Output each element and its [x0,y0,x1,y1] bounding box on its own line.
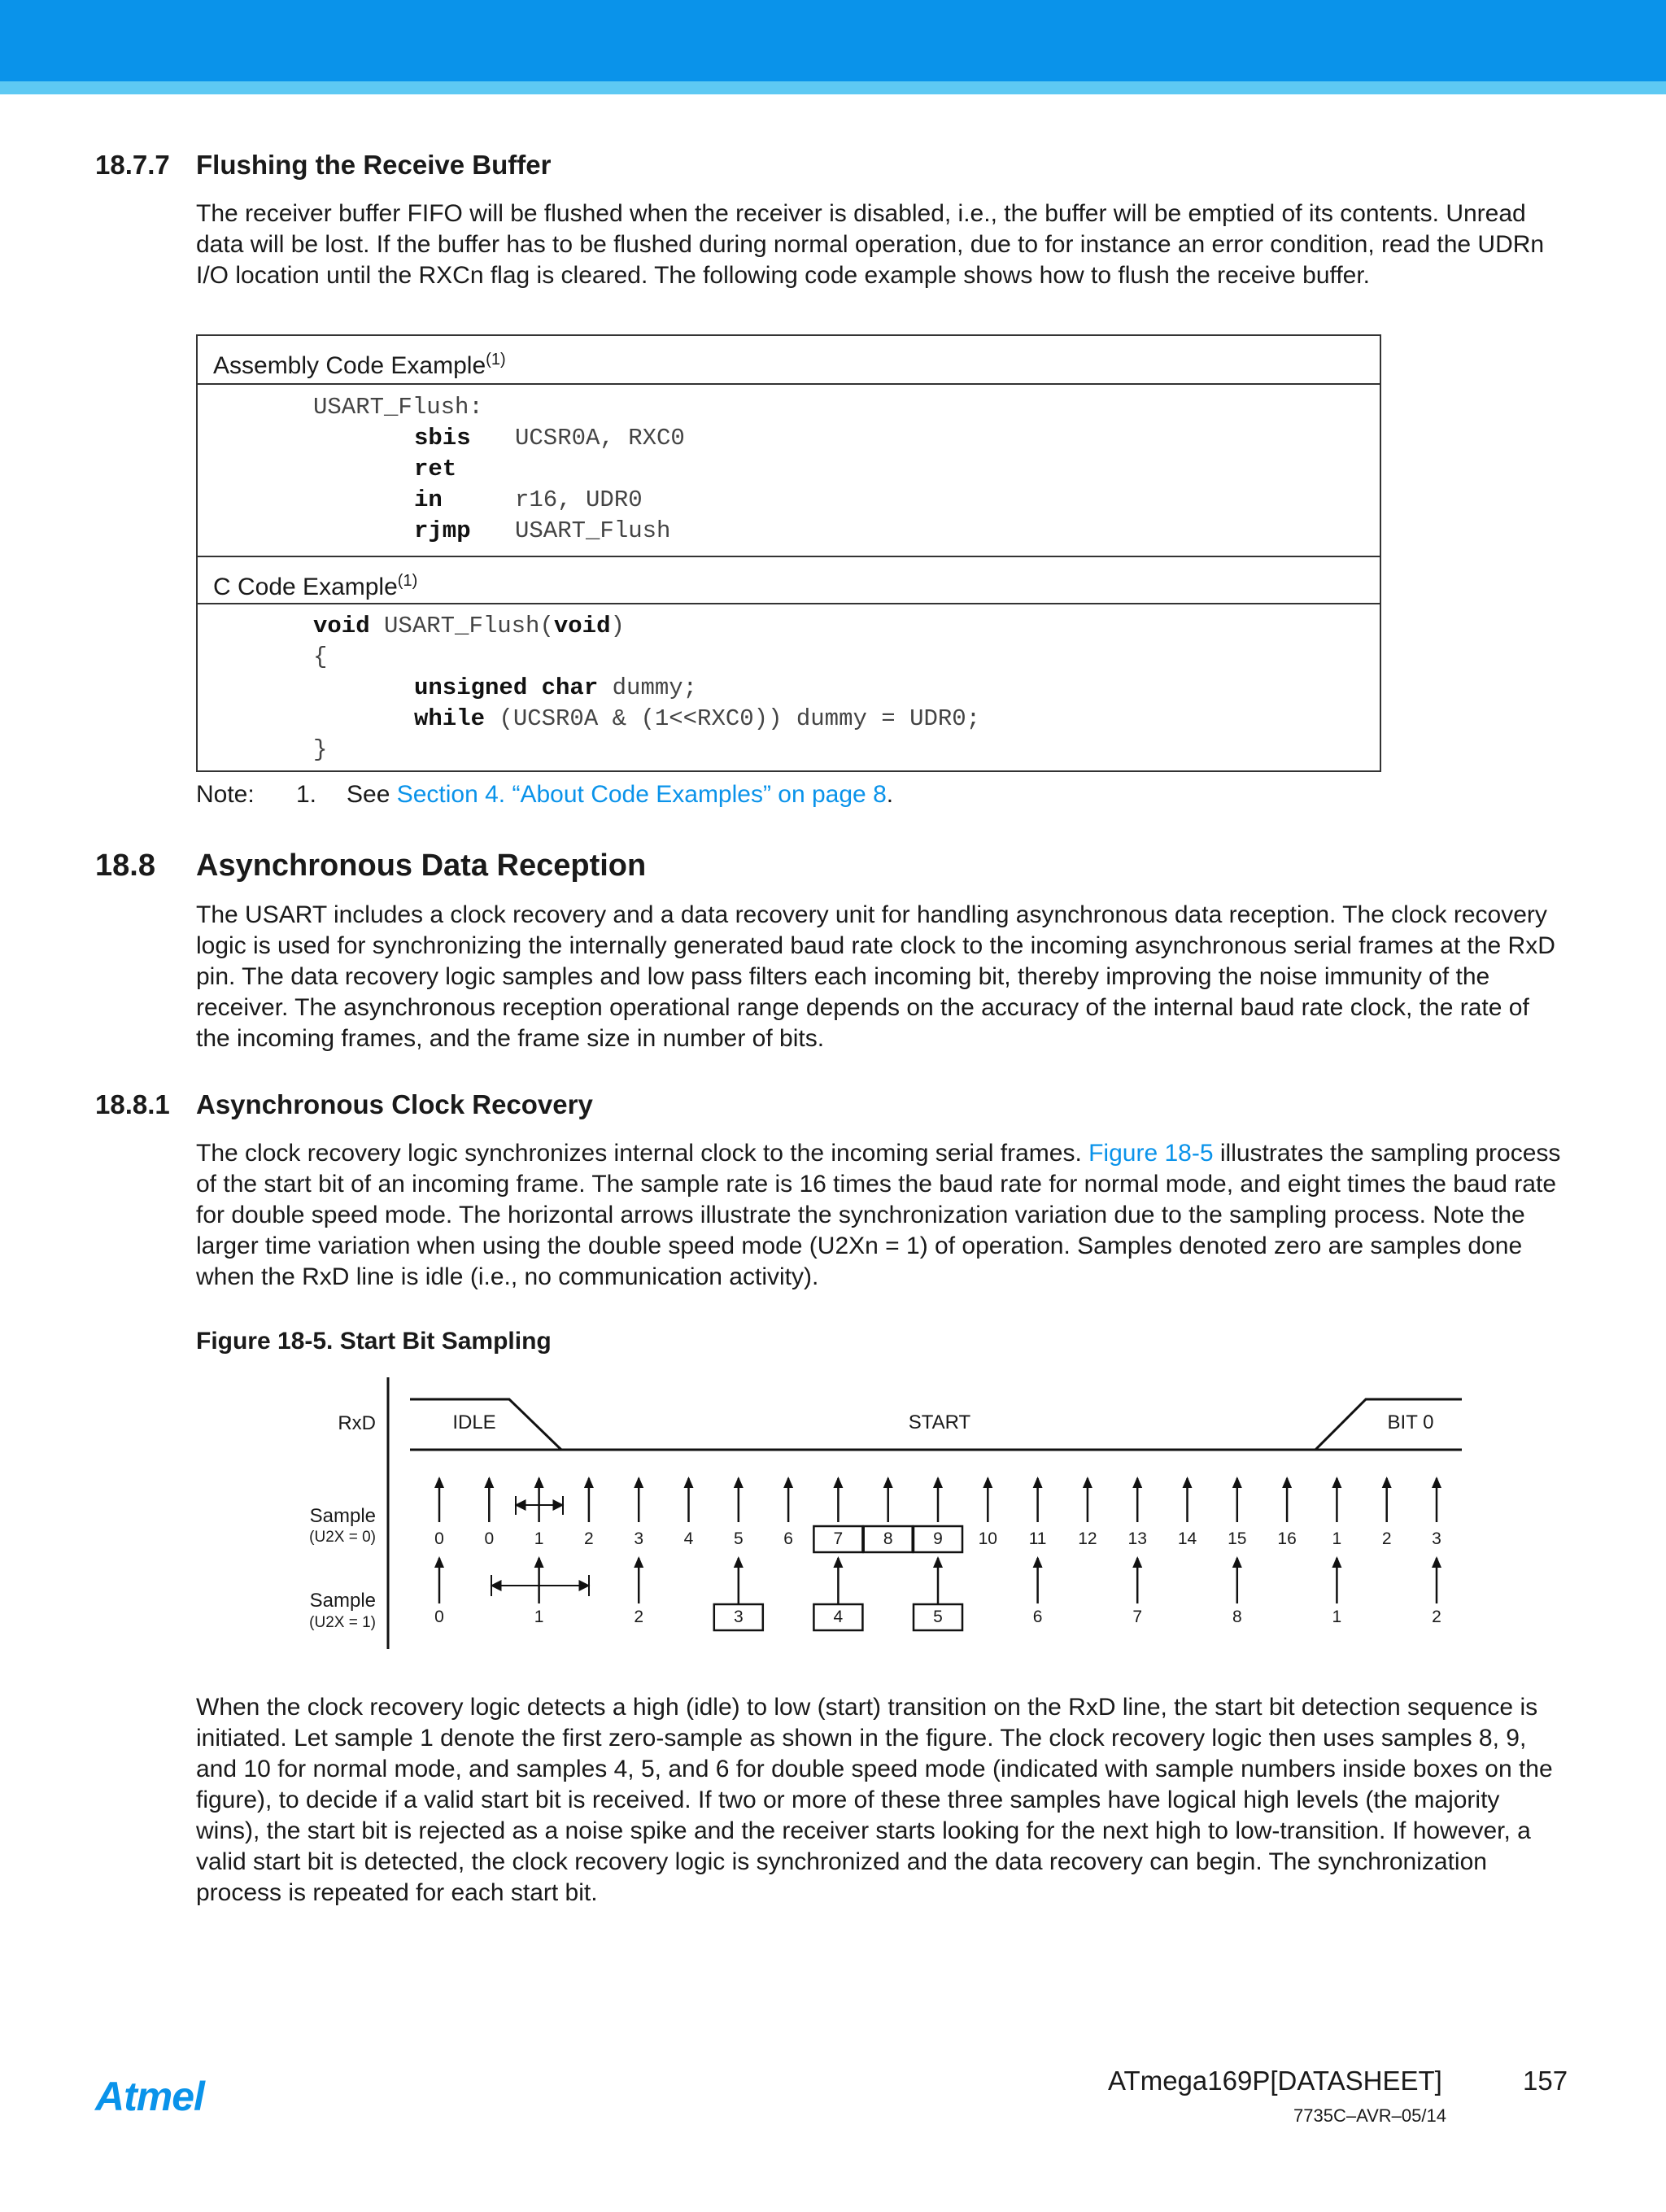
section-body: The receiver buffer FIFO will be flushed when the receiver is disabled, i.e., the buffer will be emptied of its contents. Unread data will be lost. If the buffer has to be flushed during normal operation, due to for instance an error condition, read the UDRn I/O location until the RXCn flag is cleared. The following code example shows how to flush the receive buffer. [196,200,1545,289]
atmel-logo: Atmel [95,2074,204,2119]
figure-link[interactable]: Figure 18-5 [1088,1140,1214,1167]
sample-number: 10 [978,1529,997,1548]
sample-arrowhead [734,1556,744,1568]
sample-number: 8 [1232,1608,1242,1626]
sample-number: 3 [733,1608,744,1626]
asm-label: USART_Flush: [313,394,483,421]
sample-arrowhead [1432,1477,1441,1488]
sample-arrowhead [684,1477,694,1488]
section-title: Asynchronous Clock Recovery [196,1089,593,1119]
sample-arrowhead [833,1556,843,1568]
asm-args: USART_Flush [515,517,671,544]
doc-title: ATmega169P[DATASHEET] [1108,2066,1442,2096]
sample-arrowhead [584,1477,594,1488]
section-link[interactable]: Section 4. “About Code Examples” on page 8 [396,781,887,808]
sample-number: 4 [683,1529,694,1548]
sample-number: 7 [833,1529,844,1548]
sample-arrowhead [1132,1477,1142,1488]
sample-arrowhead [883,1477,893,1488]
asm-line: ret [414,456,457,482]
sample-arrowhead [434,1477,444,1488]
sample-number: 6 [1032,1608,1043,1626]
sample-arrowhead [1033,1477,1043,1488]
sample-arrowhead [933,1556,943,1568]
sample-number: 0 [484,1529,495,1548]
sample-arrowhead [1232,1556,1242,1568]
sample-number: 12 [1078,1529,1097,1548]
start-label: START [908,1411,971,1433]
sample-number: 0 [434,1529,444,1548]
sample-number: 3 [1432,1529,1441,1548]
sample-arrowhead [1183,1477,1193,1488]
section-body: When the clock recovery logic detects a high (idle) to low (start) transition on the RxD line, the start bit detection sequence is initiated. Let sample 1 denote the first zero-sample as shown in the figure. The clock recovery logic then uses samples 8, 9, and 10 for normal mode, and samples 4, 5, and 6 for double speed mode (indicated with sample numbers inside boxes on the figure), to decide if a valid start bit is received. If two or more of these three samples have logical high levels (the majority wins), the start bit is rejected as a noise spike and the receiver starts looking for the next high to low-transition. If however, a valid start bit is detected, the clock recovery logic is synchronized and the data recovery can begin. The synchronization process is repeated for each start bit. [196,1694,1553,1906]
sample-number: 1 [534,1608,544,1626]
section-number: 18.8.1 [95,1089,170,1119]
sample-number: 3 [634,1529,644,1548]
row1-label: Sample [309,1505,376,1527]
c-decl-line: unsigned char dummy; [414,674,698,701]
note-label: Note: [196,781,255,808]
asm-args: UCSR0A, RXC0 [515,425,685,452]
note-text: See Section 4. “About Code Examples” on page 8. [347,781,894,808]
row2-label: Sample [309,1590,376,1612]
row1-samples [434,1477,1441,1552]
c-while-line: while (UCSR0A & (1<<RXC0)) dummy = UDR0; [414,705,981,732]
sample-number: 1 [1332,1529,1342,1548]
sample-arrowhead [933,1477,943,1488]
c-close-brace: } [313,736,328,763]
sample-arrowhead [434,1556,444,1568]
sample-number: 2 [634,1608,644,1626]
rxd-label: RxD [338,1412,376,1434]
sample-arrowhead [1332,1556,1341,1568]
sample-number: 4 [833,1608,844,1626]
sample-arrowhead [983,1477,992,1488]
note-number: 1. [296,781,317,808]
sample-arrowhead [1033,1556,1043,1568]
figure-caption: Figure 18-5. Start Bit Sampling [196,1328,552,1355]
sample-arrowhead [1382,1477,1392,1488]
sample-number: 16 [1277,1529,1297,1548]
sample-number: 13 [1127,1529,1147,1548]
sample-number: 8 [883,1529,893,1548]
sample-arrowhead [1332,1477,1341,1488]
sample-number: 7 [1132,1608,1143,1626]
sample-arrowhead [534,1477,544,1488]
sample-arrowhead [1132,1556,1142,1568]
sample-arrowhead [783,1477,793,1488]
doc-code: 7735C–AVR–05/14 [1293,2105,1446,2126]
sample-arrowhead [634,1556,643,1568]
asm-line: sbis [414,425,471,452]
sample-number: 1 [1332,1608,1342,1626]
sample-number: 5 [733,1529,744,1548]
row2-samples [434,1556,1441,1630]
section-body: The clock recovery logic synchronizes internal clock to the incoming serial frames. Figure 18-5 illustrates the sampling process of the start bit of an incoming frame. The sample rate is 16 times the baud rate for normal mode, and eight times the baud rate for double speed mode. The horizontal arrows illustrate the synchronization variation due to the sampling process. Note the larger time variation when using the double speed mode (U2Xn = 1) of operation. Samples denoted zero are samples done when the RxD line is idle (i.e., no communication activity). [196,1140,1561,1290]
section-number: 18.7.7 [95,150,170,180]
sample-arrowhead [833,1477,843,1488]
asm-header: Assembly Code Example$^{(1)}$ [198,336,1380,385]
c-signature: void USART_Flush(void) [313,613,625,639]
bit0-label: BIT 0 [1387,1411,1434,1433]
sample-arrowhead [534,1556,544,1568]
section-number: 18.8 [95,849,155,883]
sample-number: 14 [1177,1529,1197,1548]
c-open-brace: { [313,644,328,670]
c-header: C Code Example$^{(1)}$ [198,556,1380,604]
sample-number: 6 [783,1529,793,1548]
sample-number: 15 [1228,1529,1247,1548]
sample-arrowhead [1083,1477,1092,1488]
row2-sublabel: (U2X = 1) [309,1614,376,1631]
sample-number: 9 [933,1529,943,1548]
asm-line: rjmp [414,517,471,544]
sample-arrowhead [734,1477,744,1488]
sample-arrowhead [1432,1556,1441,1568]
sample-number: 5 [933,1608,943,1626]
sample-number: 2 [584,1529,594,1548]
section-body: The USART includes a clock recovery and a data recovery unit for handling asynchronous data reception. The clock recovery logic is used for synchronizing the internally generated baud rate clock to the incoming asynchronous serial frames at the RxD pin. The data recovery logic samples and low pass filters each incoming bit, thereby improving the noise immunity of the receiver. The asynchronous reception operational range depends on the accuracy of the internal baud rate clock, the rate of the incoming frames, and the frame size in number of bits. [196,901,1555,1052]
page-number: 157 [1523,2066,1568,2096]
section-title: Flushing the Receive Buffer [196,150,552,180]
section-title: Asynchronous Data Reception [196,849,647,883]
sample-arrowhead [1232,1477,1242,1488]
sample-arrowhead [1282,1477,1292,1488]
sample-number: 2 [1432,1608,1441,1626]
asm-line: in [414,486,443,513]
sample-number: 1 [534,1529,544,1548]
sample-number: 0 [434,1608,444,1626]
row1-sublabel: (U2X = 0) [309,1529,376,1546]
sample-arrowhead [634,1477,643,1488]
sample-arrowhead [484,1477,494,1488]
sample-number: 2 [1381,1529,1392,1548]
asm-args: r16, UDR0 [515,486,643,513]
sample-number: 11 [1028,1529,1047,1548]
idle-label: IDLE [452,1411,496,1433]
